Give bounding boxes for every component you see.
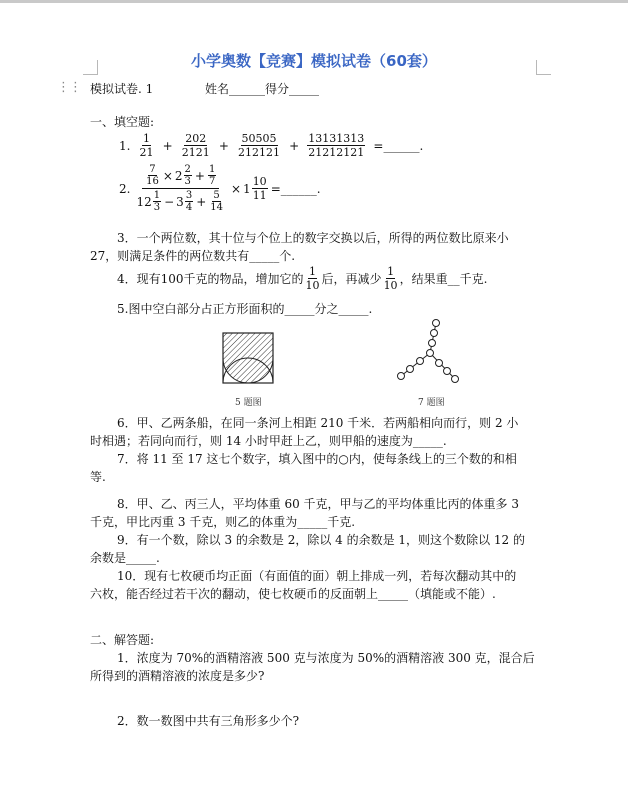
margin-corner-left bbox=[83, 60, 98, 75]
drag-handle-icon[interactable]: ⋮⋮ bbox=[57, 80, 81, 95]
fraction: $\frac{202}{2121}$ bbox=[181, 132, 210, 159]
question-10-line-2: 六枚，能否经过若干次的翻动，使七枚硬币的反面朝上_____（填能或不能）. bbox=[90, 587, 496, 601]
question-10-line-1: 10．现有七枚硬币均正面（有面值的面）朝上排成一列，若每次翻动其中的 bbox=[117, 569, 517, 583]
answer-question-1-line-2: 所得到的酒精溶液的浓度是多少? bbox=[90, 669, 265, 683]
section-heading-fill: 一、填空题: bbox=[90, 115, 155, 129]
top-border bbox=[0, 0, 628, 3]
question-3-line-2: 27，则满足条件的两位数共有_____个. bbox=[90, 249, 296, 263]
question-7-line-2: 等. bbox=[90, 470, 106, 484]
name-score-line: 姓名______得分_____ bbox=[205, 82, 320, 96]
page-title: 小学奥数【竞赛】模拟试卷（60套） bbox=[191, 52, 437, 70]
question-2: 2. $\frac{7}{16}$ × 2 $\frac{2}{3}$ + $\frac{1}{7}$ 12 $\frac{1}{3}$ − 3 $\frac{3}{4}$ + $\frac{5}{14}$ × 1 $\frac{10}{11}$ =______. bbox=[119, 164, 321, 213]
figure-7-caption: 7 题图 bbox=[418, 398, 445, 408]
answer-question-1-line-1: 1．浓度为 70%的酒精溶液 500 克与浓度为 50%的酒精溶液 300 克，混合后 bbox=[117, 651, 535, 665]
complex-fraction: $\frac{7}{16}$ × 2 $\frac{2}{3}$ + $\frac{1}{7}$ 12 $\frac{1}{3}$ − 3 $\frac{3}{4}$ + $\frac{5}{14}$ bbox=[136, 164, 223, 213]
question-9-line-1: 9．有一个数，除以 3 的余数是 2，除以 4 的余数是 1，则这个数除以 12 的 bbox=[117, 533, 525, 547]
question-4: 4．现有100千克的物品，增加它的 $\frac{1}{10}$ 后，再减少 $\frac{1}{10}$ ，结果重__千克. bbox=[117, 265, 488, 292]
fraction: $\frac{13131313}{21212121}$ bbox=[308, 132, 365, 159]
answer-question-2: 2．数一数图中共有三角形多少个? bbox=[117, 714, 300, 728]
question-3-line-1: 3．一个两位数，其十位与个位上的数字交换以后，所得的两位数比原来小 bbox=[117, 231, 509, 245]
paper-label: 模拟试卷. 1 bbox=[90, 82, 154, 96]
margin-corner-right bbox=[536, 60, 551, 75]
figure-5-square bbox=[222, 332, 274, 384]
figure-7-circle-diagram bbox=[393, 315, 465, 387]
question-7-line-1: 7．将 11 至 17 这七个数字，填入图中的○内，使每条线上的三个数的和相 bbox=[117, 452, 517, 466]
fraction: $\frac{50505}{212121}$ bbox=[238, 132, 281, 159]
question-8-line-2: 千克，甲比丙重 3 千克，则乙的体重为_____千克. bbox=[90, 515, 356, 529]
question-9-line-2: 余数是_____. bbox=[90, 551, 160, 565]
question-6-line-1: 6．甲、乙两条船，在同一条河上相距 210 千米．若两船相向而行，则 2 小 bbox=[117, 416, 519, 430]
question-5: 5.图中空白部分占正方形面积的_____分之_____. bbox=[117, 302, 373, 316]
question-6-line-2: 时相遇；若同向而行，则 14 小时甲赶上乙，则甲船的速度为_____. bbox=[90, 434, 447, 448]
figure-5-caption: 5 题图 bbox=[235, 398, 262, 408]
section-heading-answer: 二、解答题: bbox=[90, 633, 155, 647]
question-8-line-1: 8．甲、乙、丙三人，平均体重 60 千克，甲与乙的平均体重比丙的体重多 3 bbox=[117, 497, 519, 511]
fraction: $\frac{1}{21}$ bbox=[139, 132, 154, 159]
question-1: 1. $\frac{1}{21}$ + $\frac{202}{2121}$ + $\frac{50505}{212121}$ + $\frac{13131313}{21212121}$ =______. bbox=[119, 132, 424, 159]
